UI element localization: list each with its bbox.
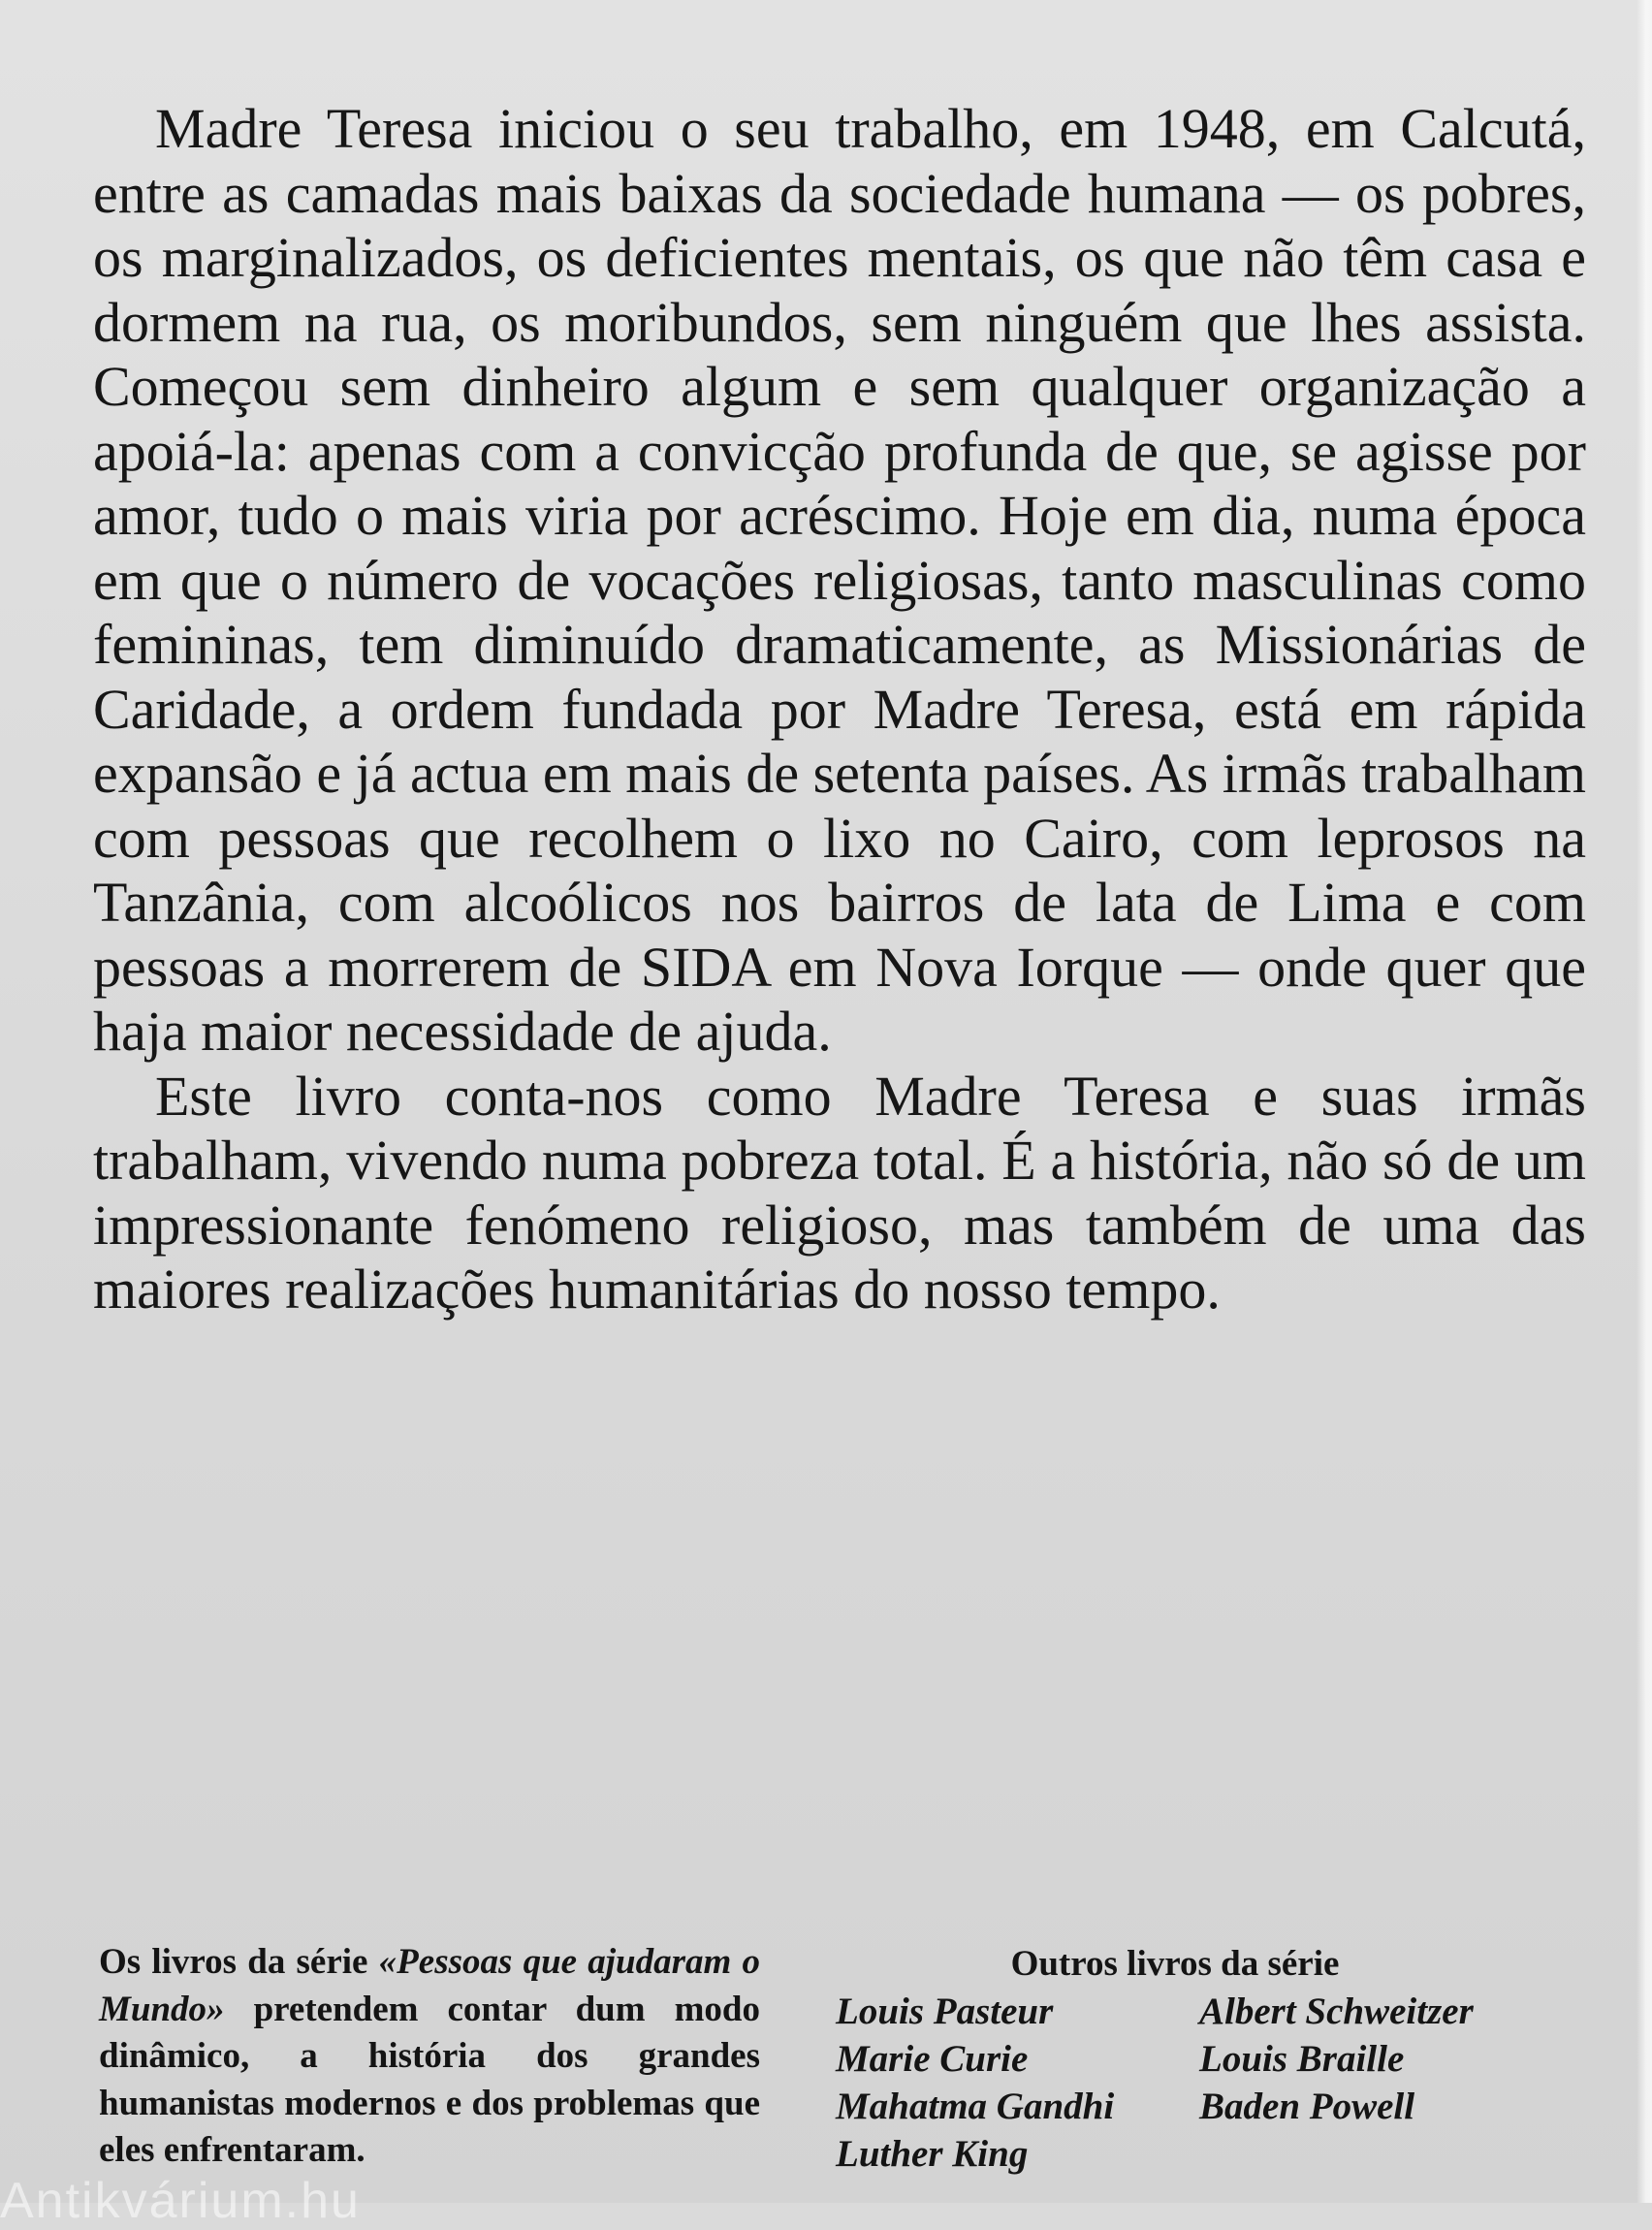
book-title: Marie Curie — [836, 2038, 1029, 2080]
description-paragraph-2: Este livro conta-nos como Madre Teresa e suas irmãs trabalham, vivendo numa pobreza total. É a história, não só de um impressionante fenómeno religioso, mas também de uma das maiores realizações humanitárias do nosso tempo. — [93, 1064, 1586, 1321]
book-title: Albert Schweitzer — [1199, 1991, 1474, 2032]
book-title: Mahatma Gandhi — [836, 2086, 1115, 2127]
series-note-rest: pretendem contar dum modo dinâmico, a história dos grandes humanistas modernos e dos problemas que eles enfrentaram. — [99, 1989, 760, 2170]
book-title: Baden Powell — [1199, 2086, 1415, 2127]
series-name: «Pessoas que ajudaram o Mundo» — [99, 1942, 760, 2029]
book-title: Louis Pasteur — [836, 1991, 1054, 2032]
page-edge-highlight — [1636, 0, 1652, 2203]
other-books-heading: Outros livros da série — [1010, 1944, 1340, 1984]
series-note — [99, 1939, 760, 2175]
watermark: Antikvárium.hu — [0, 2173, 361, 2229]
book-title: Louis Braille — [1199, 2038, 1405, 2080]
other-books-list — [836, 1941, 1534, 2178]
series-note-intro: Os livros da série — [99, 1942, 379, 1982]
description-text — [93, 97, 1586, 1322]
description-paragraph-1: Madre Teresa iniciou o seu trabalho, em 1948, em Calcutá, entre as camadas mais baixas da sociedade humana — os pobres, os marginalizados, os deficientes mentais, os que não têm casa e dormem na rua, os moribundos, sem ninguém que lhes assista. Começou sem dinheiro algum e sem qualquer organização a apoiá-la: apenas com a convicção profunda de que, se agisse por amor, tudo o mais viria por acréscimo. Hoje em dia, numa época em que o número de vocações religiosas, tanto masculinas como femininas, tem diminuído dramaticamente, as Missionárias de Caridade, a ordem fundada por Madre Teresa, está em rápida expansão e já actua em mais de setenta países. As irmãs trabalham com pessoas que recolhem o lixo no Cairo, com leprosos na Tanzânia, com alcoólicos nos bairros de lata de Lima e com pessoas a morrerem de SIDA em Nova Iorque — onde quer que haja maior necessidade de ajuda. — [93, 97, 1586, 1063]
other-books-grid — [836, 1988, 1534, 2178]
book-title: Luther King — [836, 2133, 1029, 2175]
